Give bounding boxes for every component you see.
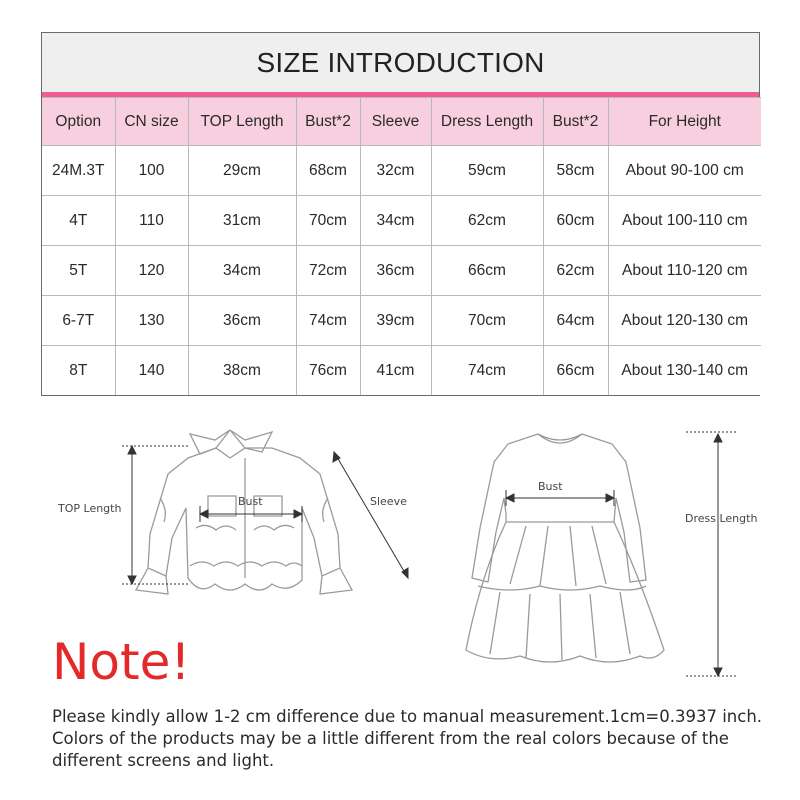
cell-option: 5T — [42, 246, 115, 296]
cell-top-bust: 70cm — [296, 196, 360, 246]
cell-option: 24M.3T — [42, 146, 115, 196]
header-top-bust: Bust*2 — [296, 98, 360, 146]
cell-cn-size: 100 — [115, 146, 188, 196]
cell-dress-length: 74cm — [431, 346, 543, 396]
note-title: Note! — [52, 633, 191, 691]
cell-top-bust: 76cm — [296, 346, 360, 396]
cell-dress-length: 59cm — [431, 146, 543, 196]
header-dress-length: Dress Length — [431, 98, 543, 146]
table-row — [42, 346, 761, 396]
cell-cn-size: 130 — [115, 296, 188, 346]
size-table — [41, 32, 760, 396]
dress-illustration — [430, 418, 760, 698]
cell-dress-bust: 64cm — [543, 296, 608, 346]
dress-bust-label: Bust — [538, 480, 563, 493]
header-cn-size: CN size — [115, 98, 188, 146]
cell-for-height: About 130-140 cm — [608, 346, 761, 396]
note-line: Please kindly allow 1-2 cm difference due to manual measurement.1cm=0.3937 inch. — [52, 707, 763, 726]
cell-dress-bust: 66cm — [543, 346, 608, 396]
cell-sleeve: 34cm — [360, 196, 431, 246]
header-for-height: For Height — [608, 98, 761, 146]
cell-top-length: 38cm — [188, 346, 296, 396]
cell-dress-bust: 60cm — [543, 196, 608, 246]
note-body — [52, 706, 772, 772]
table-row — [42, 246, 761, 296]
cell-option: 8T — [42, 346, 115, 396]
dress-length-label: Dress Length — [685, 512, 758, 525]
cell-top-bust: 74cm — [296, 296, 360, 346]
header-top-length: TOP Length — [188, 98, 296, 146]
cell-dress-length: 70cm — [431, 296, 543, 346]
cell-option: 4T — [42, 196, 115, 246]
cell-for-height: About 110-120 cm — [608, 246, 761, 296]
cell-sleeve: 41cm — [360, 346, 431, 396]
cell-top-length: 29cm — [188, 146, 296, 196]
cell-dress-length: 66cm — [431, 246, 543, 296]
cell-dress-bust: 62cm — [543, 246, 608, 296]
note-line: different screens and light. — [52, 751, 275, 770]
cell-cn-size: 110 — [115, 196, 188, 246]
header-sleeve: Sleeve — [360, 98, 431, 146]
table-title: SIZE INTRODUCTION — [42, 33, 759, 97]
cell-dress-bust: 58cm — [543, 146, 608, 196]
cell-for-height: About 100-110 cm — [608, 196, 761, 246]
cell-top-bust: 68cm — [296, 146, 360, 196]
cell-for-height: About 90-100 cm — [608, 146, 761, 196]
cell-top-length: 31cm — [188, 196, 296, 246]
cell-for-height: About 120-130 cm — [608, 296, 761, 346]
top-bust-label: Bust — [238, 495, 263, 508]
table-row — [42, 296, 761, 346]
cell-top-bust: 72cm — [296, 246, 360, 296]
table-row — [42, 196, 761, 246]
header-row — [42, 98, 761, 146]
header-dress-bust: Bust*2 — [543, 98, 608, 146]
note-line: Colors of the products may be a little different from the real colors because of the — [52, 729, 729, 748]
cell-dress-length: 62cm — [431, 196, 543, 246]
size-chart — [42, 97, 761, 395]
header-option: Option — [42, 98, 115, 146]
cell-option: 6-7T — [42, 296, 115, 346]
cell-cn-size: 140 — [115, 346, 188, 396]
cell-sleeve: 39cm — [360, 296, 431, 346]
top-length-label: TOP Length — [58, 502, 122, 515]
cell-top-length: 34cm — [188, 246, 296, 296]
cell-sleeve: 36cm — [360, 246, 431, 296]
cell-cn-size: 120 — [115, 246, 188, 296]
cell-top-length: 36cm — [188, 296, 296, 346]
sleeve-label: Sleeve — [370, 495, 407, 508]
table-row — [42, 146, 761, 196]
cell-sleeve: 32cm — [360, 146, 431, 196]
